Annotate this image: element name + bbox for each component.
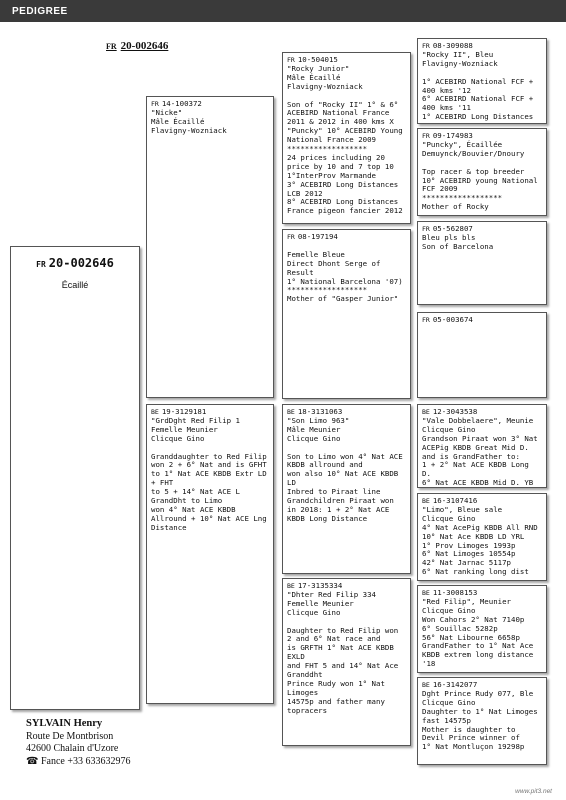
footer-site: www.pit3.net bbox=[515, 788, 552, 795]
owner-name: SYLVAIN Henry bbox=[26, 718, 103, 729]
pedigree-line: LD bbox=[287, 478, 296, 488]
pedigree-line: "Red Filip", Meunier bbox=[422, 596, 511, 606]
pedigree-line: to 5 + 14° Nat ACE L bbox=[151, 487, 240, 497]
pedigree-line: Mother of "Gasper Junior" bbox=[287, 294, 399, 304]
ring-country: BE bbox=[287, 582, 295, 590]
pedigree-line: Mother is daughter to bbox=[422, 724, 516, 734]
pedigree-line: Daughter to 1° Nat Limoges bbox=[422, 706, 538, 716]
header-bar bbox=[0, 0, 566, 22]
owner-contact-row bbox=[26, 756, 131, 769]
ring-country: FR bbox=[422, 42, 430, 50]
pedigree-line: + FHT bbox=[151, 478, 174, 488]
ring-value: 08-309088 bbox=[432, 41, 473, 50]
pedigree-line: Mâle Écaillé bbox=[151, 116, 205, 126]
pedigree-line: won 4° Nat ACE KBDB bbox=[151, 504, 236, 514]
ring-country: FR bbox=[151, 100, 159, 108]
ring-value: 18-3131063 bbox=[297, 407, 343, 416]
car-phone-icon: ☎ bbox=[26, 755, 39, 767]
pedigree-line: 3° ACEBIRD Long Distances bbox=[287, 179, 399, 189]
pedigree-line: 1° ACEBIRD Long Distances bbox=[422, 112, 534, 122]
pedigree-line: 1° ACEBIRD National FCF + bbox=[422, 76, 534, 86]
sire-dam-card bbox=[282, 229, 411, 399]
pedigree-line: Grandchildren Piraat won bbox=[287, 496, 394, 506]
ring-value: 14-100372 bbox=[161, 99, 202, 108]
pedigree-line: KBDB extrem long distance bbox=[422, 650, 534, 660]
pedigree-line: Clicque Gino bbox=[422, 513, 476, 523]
pedigree-line: to 1° Nat ACE KBDB Extr LD bbox=[151, 469, 267, 479]
ggp-ddd-card bbox=[417, 677, 547, 765]
pedigree-line: Distance bbox=[151, 522, 187, 532]
pedigree-line: Mother of Rocky bbox=[422, 202, 489, 212]
pedigree-line: 1°InterProv Marmande bbox=[287, 170, 376, 180]
ggp-dds-card bbox=[417, 585, 547, 673]
pedigree-line: "Son Limo 963" bbox=[287, 415, 350, 425]
pedigree-line: Clicque Gino bbox=[287, 607, 341, 617]
owner-address-line2: 42600 Chalain d'Uzore bbox=[26, 743, 119, 754]
pedigree-line: Flavigny-Wozniack bbox=[422, 58, 498, 68]
pedigree-line: topracers bbox=[287, 705, 328, 715]
pedigree-line: Allround + 10° Nat ACE Lng bbox=[151, 513, 267, 523]
pedigree-line: won 2 + 6° Nat and is GFHT bbox=[151, 460, 267, 470]
ggp-sdd-card bbox=[417, 312, 547, 398]
ring-value: 11-3008153 bbox=[432, 588, 478, 597]
pedigree-line: France pigeon fancier 2012 bbox=[287, 206, 403, 216]
pedigree-line: Limoges bbox=[287, 687, 319, 697]
pedigree-line: 4° Nat AcePig KBDB All RND bbox=[422, 522, 538, 532]
pedigree-line: ****************** bbox=[287, 285, 368, 295]
ring-value: 17-3135334 bbox=[297, 581, 343, 590]
ring-country: BE bbox=[287, 408, 295, 416]
pedigree-line: and is GrandFather to: bbox=[422, 451, 520, 461]
ring-value: 19-3129181 bbox=[161, 407, 207, 416]
pedigree-line: 6° Nat Limoges 10554p bbox=[422, 549, 516, 559]
pedigree-line: "GrdDght Red Filip 1 bbox=[151, 415, 240, 425]
pedigree-line: Won Cahors 2° Nat 7140p bbox=[422, 614, 525, 624]
pedigree-line: KBDB Long Distance bbox=[287, 513, 368, 523]
pedigree-line: won also 10° Nat ACE KBDB bbox=[287, 469, 399, 479]
pedigree-line: Mâle Meunier bbox=[287, 424, 341, 434]
ring-value: 10-504015 bbox=[297, 55, 338, 64]
ring-country: BE bbox=[422, 408, 430, 416]
pedigree-line: in 2018: 1 + 2° Nat ACE bbox=[287, 504, 390, 514]
pedigree-line: Flavigny-Wozniack bbox=[287, 81, 363, 91]
pedigree-line: "Dhter Red Filip 334 bbox=[287, 589, 376, 599]
ring-value: 05-003674 bbox=[432, 315, 473, 324]
pedigree-line: ACEPig KBDB Great Mid D. bbox=[422, 442, 529, 452]
ring-country: FR bbox=[422, 316, 430, 324]
pedigree-line: ****************** bbox=[422, 193, 503, 203]
pedigree-line: 1° Nat Montluçon 19298p bbox=[422, 742, 525, 752]
sire-sire-card bbox=[282, 52, 411, 224]
pedigree-line: 400 kms '11 bbox=[422, 103, 471, 113]
ring-value: 16-3142077 bbox=[432, 680, 478, 689]
pedigree-line: "Puncky" 10° ACEBIRD Young bbox=[287, 126, 403, 136]
owner-contact: Fance +33 633632976 bbox=[40, 755, 131, 767]
pedigree-line: is GRFTH 1° Nat ACE KBDB bbox=[287, 643, 394, 653]
ring-country: FR bbox=[287, 56, 295, 64]
pedigree-line: Granddht bbox=[287, 670, 323, 680]
pedigree-line: 56° Nat Libourne 6658p bbox=[422, 632, 520, 642]
pedigree-line: Dght Prince Rudy 077, Ble bbox=[422, 688, 534, 698]
pedigree-line: Son of "Rocky II" 1° & 6° bbox=[287, 99, 399, 109]
ring-country: BE bbox=[151, 408, 159, 416]
ggp-ssd-card bbox=[417, 128, 547, 216]
pedigree-line: Granddaughter to Red Filip bbox=[151, 451, 267, 461]
pedigree-line: Femelle Meunier bbox=[287, 598, 354, 608]
pedigree-line: Direct Dhont Serge of bbox=[287, 258, 381, 268]
pedigree-line: 1° Prov Limoges 1993p bbox=[422, 540, 516, 550]
pedigree-line: "Rocky Junior" bbox=[287, 63, 350, 73]
ring-value: 12-3043538 bbox=[432, 407, 478, 416]
subject-ring bbox=[15, 256, 135, 270]
dam-sire-card bbox=[282, 404, 411, 574]
pedigree-line: Devil Prince winner of bbox=[422, 733, 520, 743]
pedigree-line: EXLD bbox=[287, 652, 305, 662]
pedigree-line: 8° ACEBIRD Long Distances bbox=[287, 197, 399, 207]
ring-country: FR bbox=[422, 225, 430, 233]
top-ring-value: 20-002646 bbox=[120, 40, 169, 52]
pedigree-line: 6° Nat ranking long dist bbox=[422, 567, 529, 577]
pedigree-line: Daughter to Red Filip won bbox=[287, 625, 399, 635]
top-ring-country: FR bbox=[106, 42, 117, 51]
pedigree-line: fast 14575p bbox=[422, 715, 471, 725]
ring-country: BE bbox=[422, 681, 430, 689]
pedigree-line: 2 and 6° Nat race and bbox=[287, 634, 381, 644]
ring-value: 05-562807 bbox=[432, 224, 473, 233]
pedigree-line: Son of Barcelona bbox=[422, 241, 494, 251]
pedigree-line: Inbred to Piraat line bbox=[287, 487, 381, 497]
ggp-dss-card bbox=[417, 404, 547, 488]
pedigree-line: Femelle Meunier bbox=[151, 424, 218, 434]
pedigree-line: 6° Souillac 5282p bbox=[422, 623, 498, 633]
pedigree-line: 1° National Barcelona '07) bbox=[287, 276, 403, 286]
pedigree-line: National France 2009 bbox=[287, 135, 376, 145]
pedigree-line: Result bbox=[287, 267, 314, 277]
pedigree-line: 14575p and father many bbox=[287, 696, 385, 706]
pedigree-line: Grandson Piraat won 3° Nat bbox=[422, 433, 538, 443]
subject-color: Écaillé bbox=[61, 280, 89, 290]
pedigree-line: 2011 & 2012 in 400 kms X bbox=[287, 117, 394, 127]
pedigree-line: Clicque Gino bbox=[422, 605, 476, 615]
pedigree-line: 42° Nat Jarnac 5117p bbox=[422, 558, 511, 568]
ring-value: 16-3107416 bbox=[432, 496, 478, 505]
pedigree-line: ACEBIRD National France bbox=[287, 108, 390, 118]
pedigree-line: Bleu pls bls bbox=[422, 232, 476, 242]
pedigree-line: GrandFather to 1° Nat Ace bbox=[422, 641, 534, 651]
pedigree-line: Clicque Gino bbox=[287, 433, 341, 443]
pedigree-line: Clicque Gino bbox=[151, 433, 205, 443]
pedigree-line: LCB 2012 bbox=[287, 188, 323, 198]
top-ring-number bbox=[106, 40, 168, 52]
pedigree-line: Son to Limo won 4° Nat ACE bbox=[287, 451, 403, 461]
subject-number: 20-002646 bbox=[48, 256, 114, 270]
pedigree-line: 6° ACEBIRD National FCF + bbox=[422, 94, 534, 104]
pedigree-line: 10° Nat Ace KBDB LD YRL bbox=[422, 531, 525, 541]
owner-block bbox=[26, 718, 131, 768]
ring-number bbox=[287, 233, 406, 242]
pedigree-line: D. bbox=[422, 469, 431, 479]
pedigree-line: Clicque Gino bbox=[422, 424, 476, 434]
dam-card bbox=[146, 404, 274, 704]
pedigree-line: GrandDht to Limo bbox=[151, 496, 223, 506]
pedigree-line: Top racer & top breeder bbox=[422, 166, 525, 176]
ggp-dsd-card bbox=[417, 493, 547, 581]
ring-number bbox=[422, 316, 542, 325]
pedigree-line: and FHT 5 and 14° Nat Ace bbox=[287, 661, 399, 671]
pedigree-line: Femelle Bleue bbox=[287, 249, 345, 259]
pedigree-line: price by 10 and 7 top 10 bbox=[287, 161, 394, 171]
dam-dam-card bbox=[282, 578, 411, 746]
ring-country: FR bbox=[422, 132, 430, 140]
pedigree-line: "Nicke" bbox=[151, 107, 183, 117]
pedigree-line: 400 kms '12 bbox=[422, 85, 471, 95]
pedigree-line: '18 bbox=[422, 659, 436, 669]
subject-card bbox=[10, 246, 140, 710]
pedigree-line: "Vale Dobbelaere", Meunie bbox=[422, 415, 534, 425]
ggp-sds-card bbox=[417, 221, 547, 305]
ring-country: BE bbox=[422, 589, 430, 597]
pedigree-line: ****************** bbox=[287, 144, 368, 154]
owner-address-line1: Route De Montbrison bbox=[26, 730, 114, 742]
pedigree-line: 1 + 2° Nat ACE KBDB Long bbox=[422, 460, 529, 470]
ring-country: BE bbox=[422, 497, 430, 505]
pedigree-line: "Puncky", Écaillée bbox=[422, 139, 503, 149]
pedigree-line: FCF 2009 bbox=[422, 184, 458, 194]
ring-country: FR bbox=[287, 233, 295, 241]
pedigree-line: Prince Rudy won 1° Nat bbox=[287, 678, 385, 688]
pedigree-line: Demuynck/Bouvier/Dnoury bbox=[422, 148, 525, 158]
subject-country: FR bbox=[36, 260, 46, 269]
pedigree-line: 10° ACEBIRD young National bbox=[422, 175, 538, 185]
pedigree-line: "Limo", Bleue sale bbox=[422, 504, 503, 514]
header-title: PEDIGREE bbox=[12, 6, 68, 17]
pedigree-line: "Rocky II", Bleu bbox=[422, 49, 494, 59]
sire-card bbox=[146, 96, 274, 398]
pedigree-line: Flavigny-Wozniack bbox=[151, 125, 227, 135]
pedigree-line: KBDB allround and bbox=[287, 460, 363, 470]
ring-value: 09-174983 bbox=[432, 131, 473, 140]
pedigree-line: 6° Nat ACE KBDB Mid D. YB bbox=[422, 478, 534, 488]
ggp-sss-card bbox=[417, 38, 547, 124]
ring-value: 08-197194 bbox=[297, 232, 338, 241]
pedigree-line: 24 prices including 20 bbox=[287, 152, 385, 162]
pedigree-line: Clicque Gino bbox=[422, 697, 476, 707]
pedigree-line: Mâle Écaillé bbox=[287, 72, 341, 82]
